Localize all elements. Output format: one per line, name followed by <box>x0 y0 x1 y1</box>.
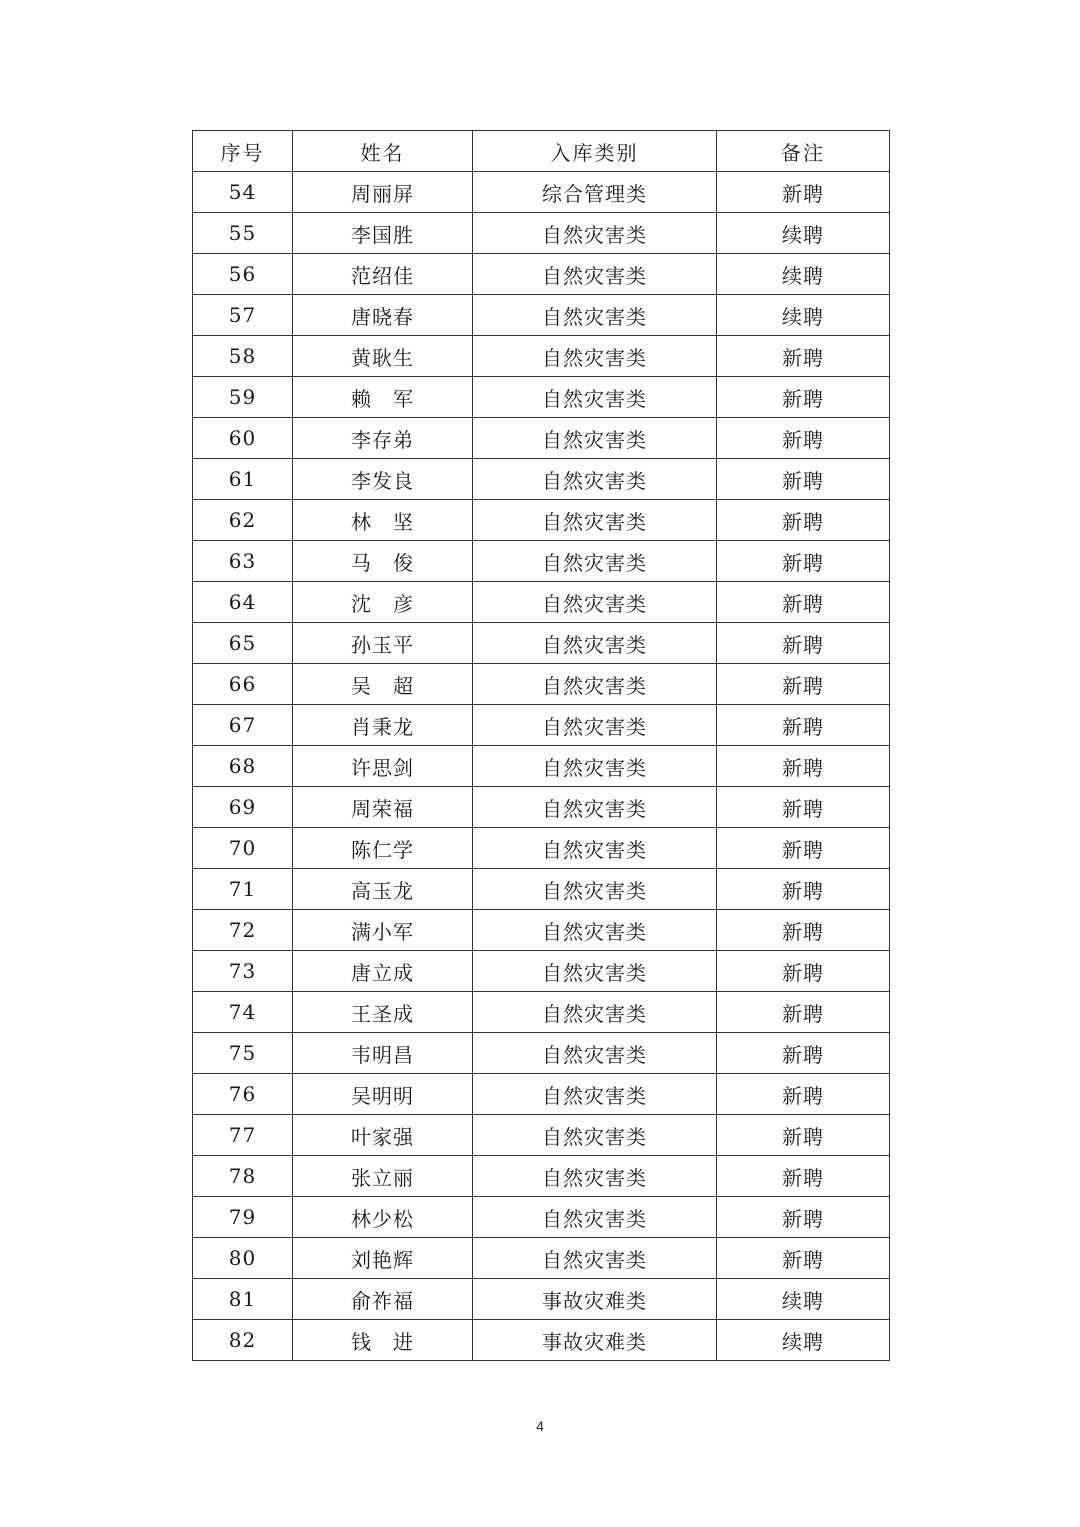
remark-cell: 续聘 <box>717 295 890 336</box>
serial-number-cell: 60 <box>193 418 293 459</box>
serial-number-cell: 55 <box>193 213 293 254</box>
category-cell: 自然灾害类 <box>473 1033 717 1074</box>
table-row <box>193 1238 890 1279</box>
name-cell: 吴明明 <box>293 1074 473 1115</box>
serial-number-cell: 64 <box>193 582 293 623</box>
page-number: 4 <box>536 1418 544 1434</box>
table-row <box>193 1279 890 1320</box>
serial-number-cell: 75 <box>193 1033 293 1074</box>
remark-cell: 新聘 <box>717 705 890 746</box>
category-cell: 事故灾难类 <box>473 1279 717 1320</box>
remark-cell: 新聘 <box>717 746 890 787</box>
table-row <box>193 418 890 459</box>
name-cell: 许思剑 <box>293 746 473 787</box>
table-row <box>193 705 890 746</box>
category-cell: 自然灾害类 <box>473 787 717 828</box>
category-cell: 自然灾害类 <box>473 418 717 459</box>
table-row <box>193 500 890 541</box>
table-row <box>193 541 890 582</box>
category-cell: 自然灾害类 <box>473 254 717 295</box>
category-cell: 自然灾害类 <box>473 992 717 1033</box>
table-row <box>193 1115 890 1156</box>
table-row <box>193 1074 890 1115</box>
serial-number-cell: 65 <box>193 623 293 664</box>
table-row <box>193 295 890 336</box>
serial-number-cell: 70 <box>193 828 293 869</box>
serial-number-cell: 71 <box>193 869 293 910</box>
table-row <box>193 213 890 254</box>
serial-number-cell: 56 <box>193 254 293 295</box>
remark-cell: 新聘 <box>717 172 890 213</box>
name-cell: 吴 超 <box>293 664 473 705</box>
name-cell: 唐晓春 <box>293 295 473 336</box>
table-row <box>193 951 890 992</box>
name-cell: 王圣成 <box>293 992 473 1033</box>
serial-number-cell: 61 <box>193 459 293 500</box>
table-row <box>193 336 890 377</box>
table-row <box>193 377 890 418</box>
remark-cell: 新聘 <box>717 1238 890 1279</box>
header-serial-number: 序号 <box>193 131 293 172</box>
table-row <box>193 664 890 705</box>
remark-cell: 续聘 <box>717 1279 890 1320</box>
name-cell: 肖秉龙 <box>293 705 473 746</box>
category-cell: 自然灾害类 <box>473 869 717 910</box>
serial-number-cell: 66 <box>193 664 293 705</box>
name-cell: 钱 进 <box>293 1320 473 1361</box>
category-cell: 自然灾害类 <box>473 746 717 787</box>
serial-number-cell: 69 <box>193 787 293 828</box>
serial-number-cell: 57 <box>193 295 293 336</box>
serial-number-cell: 54 <box>193 172 293 213</box>
name-cell: 李发良 <box>293 459 473 500</box>
table-header <box>193 131 890 172</box>
name-cell: 韦明昌 <box>293 1033 473 1074</box>
category-cell: 事故灾难类 <box>473 1320 717 1361</box>
serial-number-cell: 67 <box>193 705 293 746</box>
table-row <box>193 459 890 500</box>
category-cell: 自然灾害类 <box>473 1074 717 1115</box>
remark-cell: 新聘 <box>717 1033 890 1074</box>
name-cell: 黄耿生 <box>293 336 473 377</box>
serial-number-cell: 79 <box>193 1197 293 1238</box>
name-cell: 马 俊 <box>293 541 473 582</box>
serial-number-cell: 73 <box>193 951 293 992</box>
category-cell: 自然灾害类 <box>473 336 717 377</box>
name-cell: 高玉龙 <box>293 869 473 910</box>
remark-cell: 新聘 <box>717 787 890 828</box>
remark-cell: 续聘 <box>717 1320 890 1361</box>
serial-number-cell: 68 <box>193 746 293 787</box>
category-cell: 自然灾害类 <box>473 1156 717 1197</box>
category-cell: 自然灾害类 <box>473 1115 717 1156</box>
table-row <box>193 1156 890 1197</box>
serial-number-cell: 76 <box>193 1074 293 1115</box>
category-cell: 自然灾害类 <box>473 705 717 746</box>
serial-number-cell: 80 <box>193 1238 293 1279</box>
serial-number-cell: 81 <box>193 1279 293 1320</box>
remark-cell: 新聘 <box>717 377 890 418</box>
name-cell: 赖 军 <box>293 377 473 418</box>
serial-number-cell: 72 <box>193 910 293 951</box>
name-cell: 林少松 <box>293 1197 473 1238</box>
name-cell: 林 坚 <box>293 500 473 541</box>
category-cell: 自然灾害类 <box>473 951 717 992</box>
table-row <box>193 992 890 1033</box>
expert-roster-table <box>192 130 890 1361</box>
category-cell: 自然灾害类 <box>473 582 717 623</box>
header-category: 入库类别 <box>473 131 717 172</box>
category-cell: 自然灾害类 <box>473 500 717 541</box>
remark-cell: 新聘 <box>717 623 890 664</box>
category-cell: 自然灾害类 <box>473 910 717 951</box>
remark-cell: 新聘 <box>717 500 890 541</box>
remark-cell: 新聘 <box>717 951 890 992</box>
category-cell: 自然灾害类 <box>473 828 717 869</box>
name-cell: 孙玉平 <box>293 623 473 664</box>
remark-cell: 新聘 <box>717 869 890 910</box>
serial-number-cell: 62 <box>193 500 293 541</box>
category-cell: 自然灾害类 <box>473 377 717 418</box>
name-cell: 李存弟 <box>293 418 473 459</box>
name-cell: 陈仁学 <box>293 828 473 869</box>
remark-cell: 续聘 <box>717 254 890 295</box>
remark-cell: 新聘 <box>717 1115 890 1156</box>
name-cell: 俞祚福 <box>293 1279 473 1320</box>
table-row <box>193 1320 890 1361</box>
category-cell: 自然灾害类 <box>473 459 717 500</box>
category-cell: 自然灾害类 <box>473 664 717 705</box>
remark-cell: 续聘 <box>717 213 890 254</box>
remark-cell: 新聘 <box>717 418 890 459</box>
category-cell: 自然灾害类 <box>473 213 717 254</box>
name-cell: 李国胜 <box>293 213 473 254</box>
header-row <box>193 131 890 172</box>
name-cell: 满小军 <box>293 910 473 951</box>
serial-number-cell: 77 <box>193 1115 293 1156</box>
serial-number-cell: 74 <box>193 992 293 1033</box>
category-cell: 自然灾害类 <box>473 1238 717 1279</box>
serial-number-cell: 58 <box>193 336 293 377</box>
name-cell: 沈 彦 <box>293 582 473 623</box>
remark-cell: 新聘 <box>717 992 890 1033</box>
serial-number-cell: 63 <box>193 541 293 582</box>
table-row <box>193 1033 890 1074</box>
name-cell: 叶家强 <box>293 1115 473 1156</box>
header-name: 姓名 <box>293 131 473 172</box>
remark-cell: 新聘 <box>717 1156 890 1197</box>
table-row <box>193 582 890 623</box>
remark-cell: 新聘 <box>717 664 890 705</box>
table-row <box>193 787 890 828</box>
table-row <box>193 746 890 787</box>
name-cell: 周丽屏 <box>293 172 473 213</box>
table-row <box>193 254 890 295</box>
table-row <box>193 828 890 869</box>
remark-cell: 新聘 <box>717 582 890 623</box>
name-cell: 张立丽 <box>293 1156 473 1197</box>
header-remark: 备注 <box>717 131 890 172</box>
remark-cell: 新聘 <box>717 336 890 377</box>
remark-cell: 新聘 <box>717 459 890 500</box>
table-row <box>193 623 890 664</box>
table-row <box>193 869 890 910</box>
name-cell: 刘艳辉 <box>293 1238 473 1279</box>
table-body <box>193 172 890 1361</box>
table-row <box>193 910 890 951</box>
remark-cell: 新聘 <box>717 828 890 869</box>
remark-cell: 新聘 <box>717 1074 890 1115</box>
serial-number-cell: 78 <box>193 1156 293 1197</box>
name-cell: 唐立成 <box>293 951 473 992</box>
name-cell: 范绍佳 <box>293 254 473 295</box>
remark-cell: 新聘 <box>717 910 890 951</box>
category-cell: 自然灾害类 <box>473 1197 717 1238</box>
table-row <box>193 172 890 213</box>
remark-cell: 新聘 <box>717 541 890 582</box>
category-cell: 自然灾害类 <box>473 295 717 336</box>
serial-number-cell: 82 <box>193 1320 293 1361</box>
category-cell: 自然灾害类 <box>473 623 717 664</box>
category-cell: 自然灾害类 <box>473 541 717 582</box>
category-cell: 综合管理类 <box>473 172 717 213</box>
remark-cell: 新聘 <box>717 1197 890 1238</box>
table-row <box>193 1197 890 1238</box>
serial-number-cell: 59 <box>193 377 293 418</box>
name-cell: 周荣福 <box>293 787 473 828</box>
